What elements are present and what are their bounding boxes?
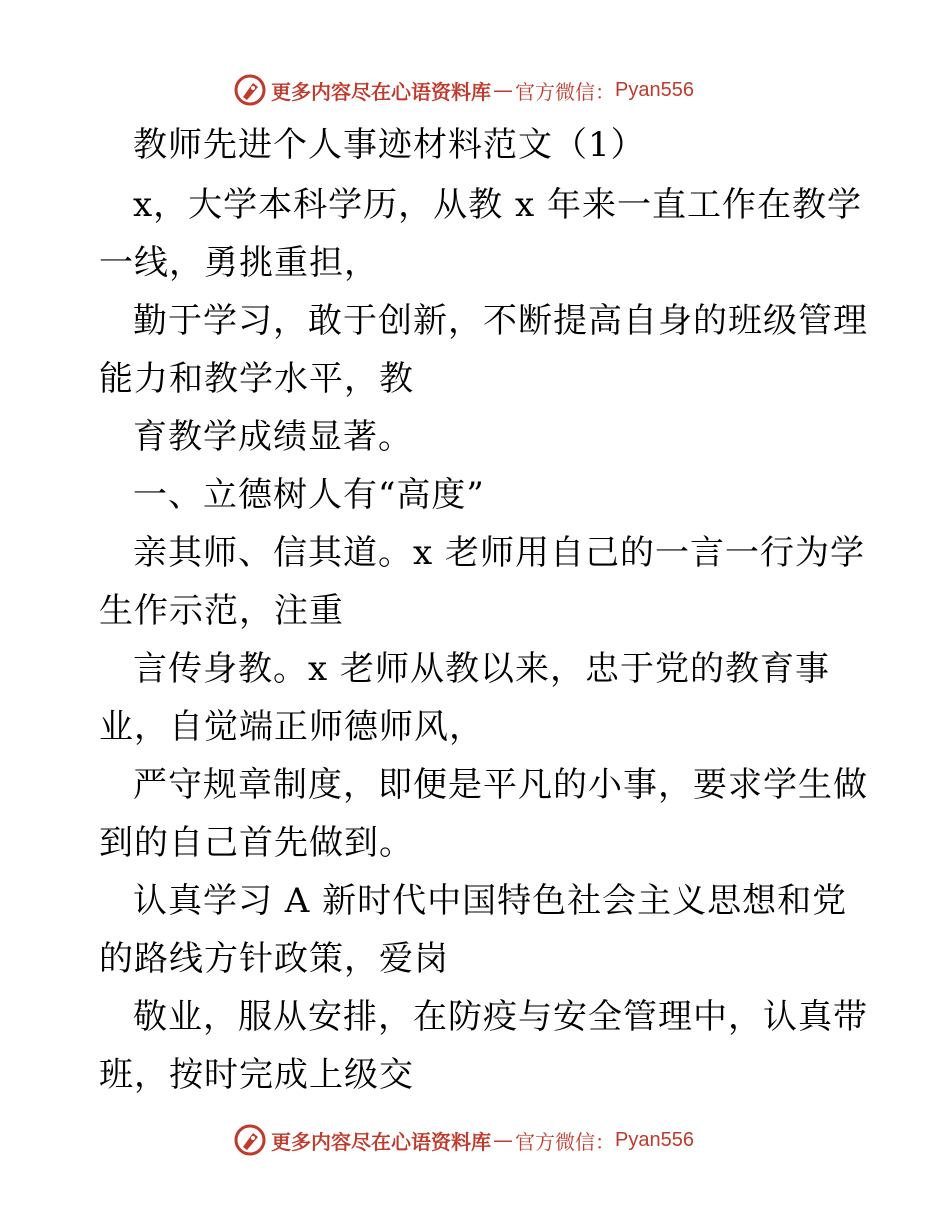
header-wechat-account: Pyan556 — [615, 78, 694, 101]
text-line: 一线，勇挑重担， — [99, 243, 379, 283]
text-line: 业，自觉端正师德师风， — [99, 707, 484, 747]
header-promo-text: 更多内容尽在心语资料库 — [271, 79, 491, 104]
text-line: 的路线方针政策，爱岗 — [99, 939, 449, 979]
text-line: 能力和教学水平，教 — [99, 359, 414, 399]
footer-promo-text: 更多内容尽在心语资料库 — [271, 1129, 491, 1154]
document-title: 教师先进个人事迹材料范文（1） — [133, 125, 646, 165]
footer-banner — [233, 1123, 694, 1157]
footer-wechat-account: Pyan556 — [615, 1128, 694, 1151]
header-wechat-label: 官方微信： — [515, 79, 615, 104]
text-line: 敬业，服从安排，在防疫与安全管理中，认真带 — [133, 997, 868, 1037]
pen-nib-icon — [233, 73, 267, 107]
text-line: 生作示范，注重 — [99, 591, 344, 631]
text-line: 班，按时完成上级交 — [99, 1055, 414, 1095]
footer-wechat-label: 官方微信： — [515, 1129, 615, 1154]
section-heading: 一、立德树人有“高度” — [133, 475, 485, 515]
text-line: 育教学成绩显著。 — [133, 417, 413, 457]
text-line: x，大学本科学历，从教 x 年来一直工作在教学 — [133, 185, 862, 225]
text-line: 到的自己首先做到。 — [99, 823, 414, 863]
text-line: 亲其师、信其道。x 老师用自己的一言一行为学 — [133, 533, 865, 573]
text-line: 认真学习 A 新时代中国特色社会主义思想和党 — [133, 881, 848, 921]
text-line: 言传身教。x 老师从教以来，忠于党的教育事 — [133, 649, 830, 689]
footer-dash: — — [493, 1128, 513, 1152]
text-line: 勤于学习，敢于创新，不断提高自身的班级管理 — [133, 301, 868, 341]
header-banner — [233, 73, 694, 107]
text-line: 严守规章制度，即便是平凡的小事，要求学生做 — [133, 765, 868, 805]
pen-nib-icon — [233, 1123, 267, 1157]
header-dash: — — [493, 78, 513, 102]
